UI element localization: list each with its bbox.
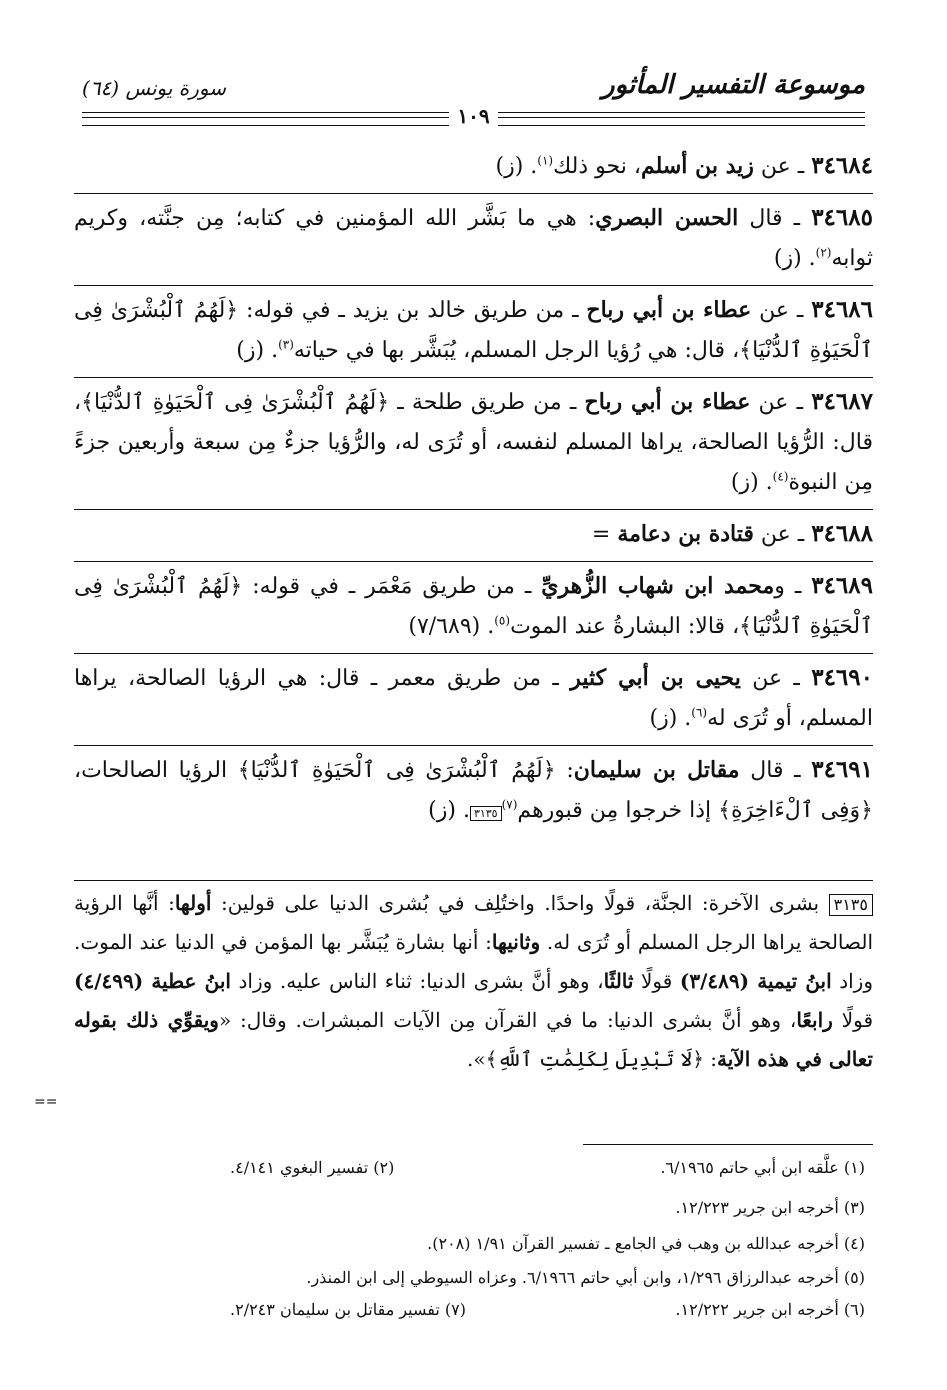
- narrator-name: محمد ابن شهاب الزُّهريِّ: [541, 573, 775, 599]
- footnote: (٥) أخرجه عبدالرزاق ١/٢٩٦، وابن أبي حاتم ٦/١٩٦٦. وعزاه السيوطي إلى ابن المنذر.: [306, 1268, 865, 1287]
- narrator-name: مقاتل بن سليمان: [573, 757, 740, 783]
- narration-number: ٣٤٦٨٤: [811, 152, 873, 179]
- quran-verse: ﴿لَهُمُ ٱلْبُشْرَىٰ فِى ٱلْحَيَوٰةِ ٱلدُّنْيَا﴾: [74, 298, 873, 363]
- commentary-number-box: ٣١٣٥: [829, 894, 873, 916]
- footnote-ref: (٧): [501, 797, 518, 812]
- narration-entry: ٣٤٦٨٤ ـ عن زيد بن أسلم، نحو ذلك$^{(١)}$. (ز): [495, 152, 873, 179]
- footnotes-divider: [583, 1144, 873, 1145]
- footnote-ref: (٢): [815, 245, 832, 260]
- narration-entry: ٣٤٦٩٠ ـ عن يحيى بن أبي كثير ـ من طريق معمر ـ قال: هي الرؤيا الصالحة، يراها المسلم، أو تُرَى له$^{(٦)}$. (ز): [74, 664, 873, 731]
- entry-divider: [74, 653, 873, 654]
- footnote-ref: (٣): [278, 337, 294, 352]
- narration-number: ٣٤٦٩١: [811, 756, 873, 783]
- narrator-name: عطاء بن أبي رباح: [586, 297, 752, 323]
- commentary-ref-box: ٣١٣٥: [470, 806, 502, 821]
- narration-entry: ٣٤٦٨٩ ـ ومحمد ابن شهاب الزُّهريِّ ـ من طريق مَعْمَر ـ في قوله: ﴿لَهُمُ ٱلْبُشْرَىٰ فِى ٱلْحَيَوٰةِ ٱلدُّنْيَا﴾، قالا: البشارةُ عند الموت$^{(٥)}$. (٧/٦٨٩): [74, 572, 873, 639]
- footnote: (٢) تفسير البغوي ٤/١٤١.: [230, 1158, 395, 1177]
- continuation-mark: ==: [34, 1094, 58, 1110]
- narrator-name: الحسن البصري: [595, 205, 739, 231]
- narration-number: ٣٤٦٨٥: [811, 204, 873, 231]
- quran-verse: ﴿لَهُمُ ٱلْبُشْرَىٰ فِى ٱلْحَيَوٰةِ ٱلدُّنْيَا﴾: [74, 574, 873, 639]
- narration-number: ٣٤٦٨٩: [811, 572, 873, 599]
- footnote: (١) علَّقه ابن أبي حاتم ٦/١٩٦٥.: [660, 1158, 865, 1177]
- footnote: (٧) تفسير مقاتل بن سليمان ٢/٢٤٣.: [230, 1300, 466, 1319]
- commentary-note: ٣١٣٥ بشرى الآخرة: الجنَّة، قولًا واحدًا. واختُلِف في بُشرى الدنيا على قولين: أولها: أنَّها الرؤية الصالحة يراها الرجل المسلم أو تُرَى له. وثانيها: أنها بشارة يُبَشَّر بها المؤمن في الدنيا عند الموت. وزاد ابنُ تيمية (٣/٤٨٩) قولًا ثالثًا، وهو أنَّ بشرى الدنيا: ثناء الناس عليه. وزاد ابنُ عطية (٤/٤٩٩) قولًا رابعًا، وهو أنَّ بشرى الدنيا: ما في القرآن مِن الآيات المبشرات. وقال: «ويقوِّي ذلك بقوله تعالى في هذه الآية: ﴿لَا تَبْدِيلَ لِكَلِمَٰتِ ٱللَّهِ﴾».: [74, 891, 874, 1071]
- quran-verse: ﴿لَهُمُ ٱلْبُشْرَىٰ فِى ٱلْحَيَوٰةِ ٱلدُّنْيَا﴾: [81, 390, 390, 415]
- footnote-ref: (٦): [691, 705, 708, 720]
- footnote-ref: (١): [537, 153, 554, 168]
- narrator-name: يحيى بن أبي كثير: [570, 665, 741, 691]
- footnote: (٦) أخرجه ابن جرير ١٢/٢٢٢.: [675, 1300, 865, 1319]
- page-number: ١٠٩: [449, 104, 497, 128]
- page-number-wrap: [0, 104, 947, 128]
- narrator-name: قتادة بن دعامة: [617, 521, 754, 547]
- narration-entry: ٣٤٦٨٦ ـ عن عطاء بن أبي رباح ـ من طريق خالد بن يزيد ـ في قوله: ﴿لَهُمُ ٱلْبُشْرَىٰ فِى ٱلْحَيَوٰةِ ٱلدُّنْيَا﴾، قال: هي رُؤيا الرجل المسلم، يُبَشَّر بها في حياته$^{(٣)}$. (ز): [74, 296, 874, 363]
- narrator-name: عطاء بن أبي رباح: [584, 389, 751, 415]
- entry-divider: [74, 745, 873, 746]
- book-title: موسوعة التفسير المأثور: [602, 70, 865, 100]
- commentary-divider: [74, 880, 873, 881]
- entry-divider: [74, 561, 873, 562]
- narration-number: ٣٤٦٨٨: [811, 520, 873, 547]
- entry-divider: [74, 285, 873, 286]
- narrator-name: زيد بن أسلم: [640, 153, 754, 179]
- narration-number: ٣٤٦٩٠: [811, 664, 873, 691]
- narration-entry: ٣٤٦٩١ ـ قال مقاتل بن سليمان: ﴿لَهُمُ ٱلْبُشْرَىٰ فِى ٱلْحَيَوٰةِ ٱلدُّنْيَا﴾ الرؤيا الصالحات، ﴿وَفِى ٱلْءَاخِرَةِ﴾ إذا خرجوا مِن قبورهم$^{(٧)}$٣١٣٥. (ز): [74, 756, 873, 823]
- entry-divider: [74, 509, 873, 510]
- narration-number: ٣٤٦٨٧: [811, 388, 873, 415]
- narration-entry: ٣٤٦٨٧ ـ عن عطاء بن أبي رباح ـ من طريق طلحة ـ ﴿لَهُمُ ٱلْبُشْرَىٰ فِى ٱلْحَيَوٰةِ ٱلدُّنْيَا﴾، قال: الرُّؤيا الصالحة، يراها المسلم لنفسه، أو تُرَى له، والرُّؤيا جزءٌ مِن سبعة وأربعين جزءً مِن النبوة$^{(٤)}$. (ز): [74, 388, 873, 495]
- footnote-ref: (٤): [772, 469, 789, 484]
- narration-entry: ٣٤٦٨٥ ـ قال الحسن البصري: هي ما بَشَّر الله المؤمنين في كتابه؛ مِن جنَّته، وكريم ثوابه$^{(٢)}$. (ز): [74, 204, 873, 271]
- footnote-ref: (٥): [494, 613, 511, 628]
- quran-verse: ﴿لَهُمُ ٱلْبُشْرَىٰ فِى ٱلْحَيَوٰةِ ٱلدُّنْيَا﴾: [237, 758, 556, 783]
- narrations: [74, 146, 873, 840]
- narration-number: ٣٤٦٨٦: [811, 296, 874, 323]
- narration-entry: ٣٤٦٨٨ ـ عن قتادة بن دعامة =: [591, 520, 873, 547]
- surah-label: سورة يونس (٦٤): [82, 76, 227, 100]
- footnote: (٣) أخرجه ابن جرير ١٢/٢٢٣.: [675, 1198, 865, 1217]
- footnote: (٤) أخرجه عبدالله بن وهب في الجامع ـ تفسير القرآن ١/٩١ (٢٠٨).: [427, 1234, 865, 1253]
- entry-divider: [74, 377, 873, 378]
- entry-divider: [74, 193, 873, 194]
